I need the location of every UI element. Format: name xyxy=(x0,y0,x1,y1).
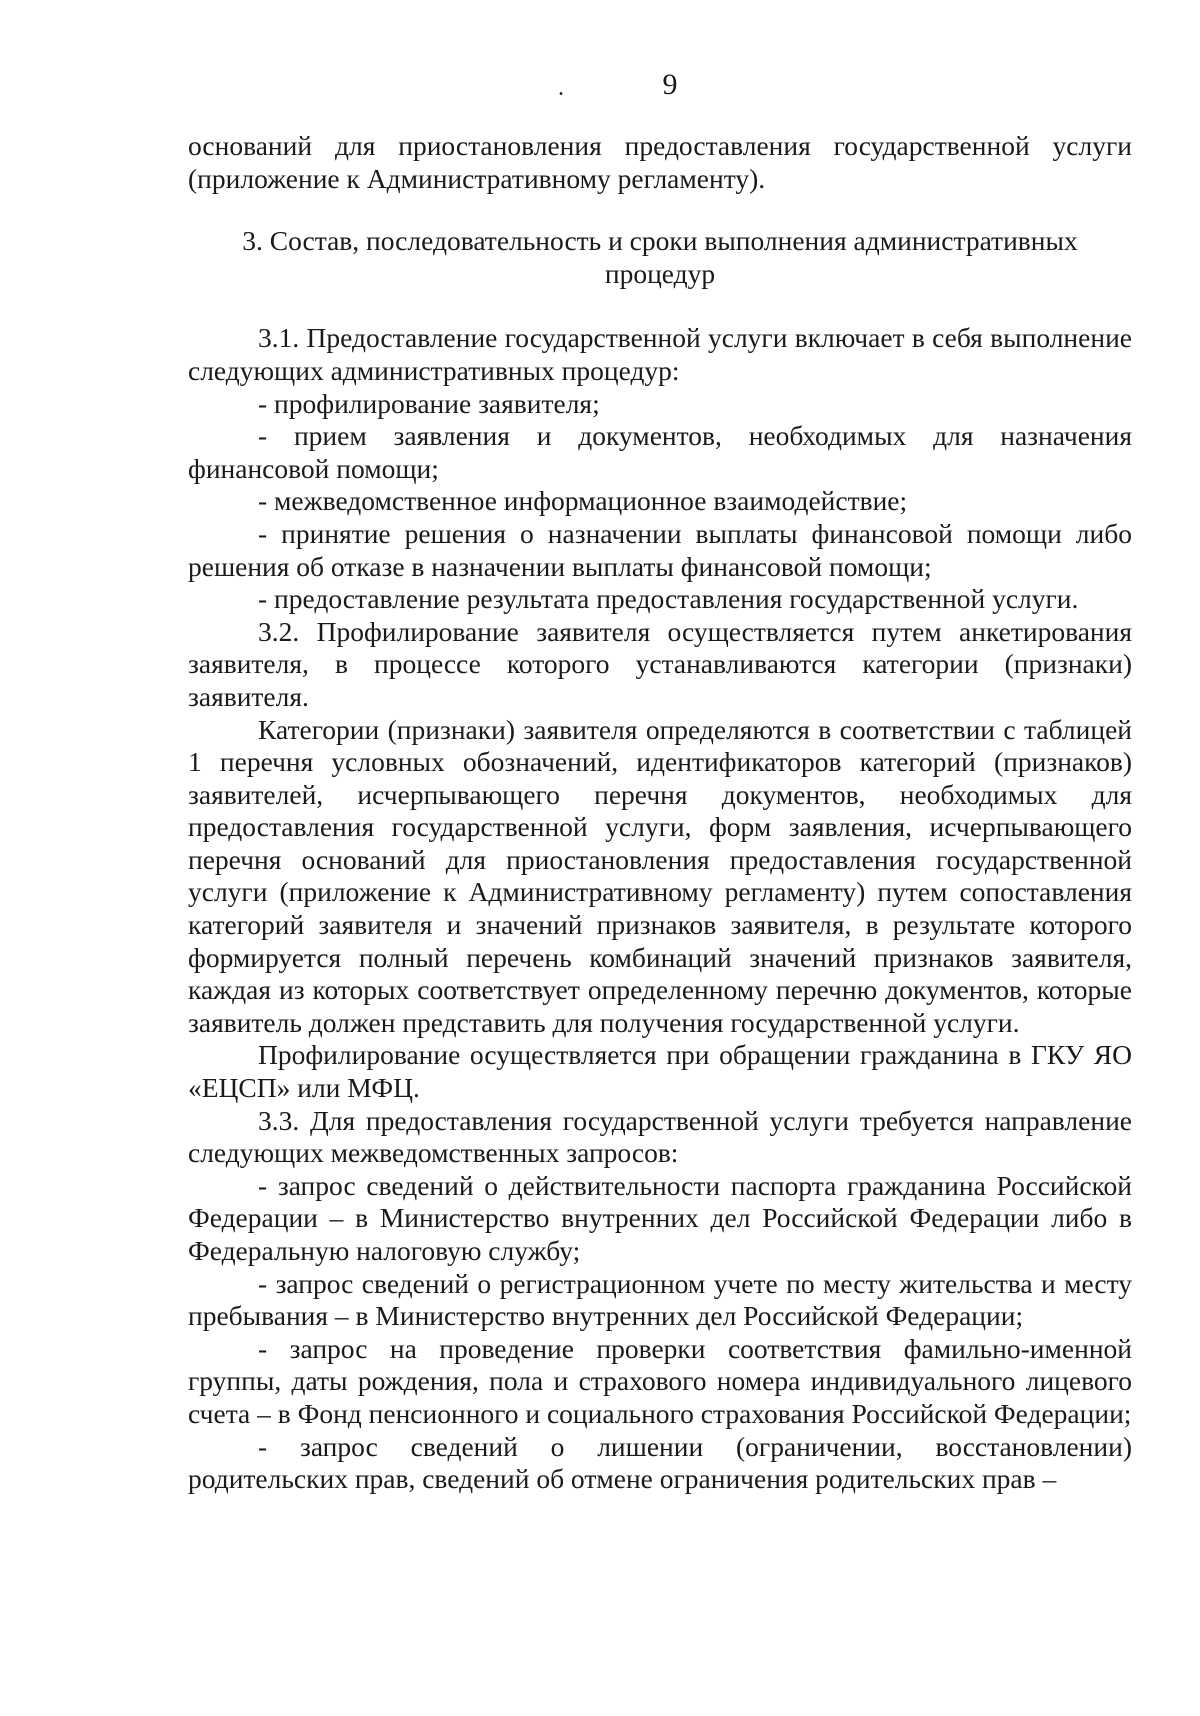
list-item-snils-request: - запрос на проведение проверки соответствия фамильно-именной группы, даты рождения, пола и страхового номера индивидуального лицевого счета – в Фонд пенсионного и социального страхования Российской Федерации; xyxy=(188,1332,1132,1429)
list-item-parental-rights-request: - запрос сведений о лишении (ограничении, восстановлении) родительских прав, сведений об отмене ограничения родительских прав – xyxy=(188,1430,1132,1495)
paragraph-3-2: 3.2. Профилирование заявителя осуществляется путем анкетирования заявителя, в процессе которого устанавливаются категории (признаки) заявителя. xyxy=(188,615,1132,712)
paragraph-3-1: 3.1. Предоставление государственной услуги включает в себя выполнение следующих административных процедур: xyxy=(188,322,1132,386)
list-item-registration-request: - запрос сведений о регистрационном учете по месту жительства и месту пребывания – в Министерство внутренних дел Российской Федерации; xyxy=(188,1267,1132,1332)
paragraph-3-3: 3.3. Для предоставления государственной услуги требуется направление следующих межведомственных запросов: xyxy=(188,1104,1132,1169)
paragraph-profiling-location: Профилирование осуществляется при обращении гражданина в ГКУ ЯО «ЕЦСП» или МФЦ. xyxy=(188,1039,1132,1104)
section-heading: 3. Состав, последовательность и сроки выполнения административных процедур xyxy=(242,225,1078,289)
list-item-interagency: - межведомственное информационное взаимодействие; xyxy=(258,485,908,517)
list-item-result: - предоставление результата предоставления государственной услуги. xyxy=(258,583,1079,615)
page-number: 9 xyxy=(662,68,678,101)
document-body xyxy=(188,130,1132,1496)
paragraph-continuation: оснований для приостановления предоставления государственной услуги (приложение к Административному регламенту). xyxy=(188,130,1132,194)
scan-dot-mark: . xyxy=(558,75,564,101)
list-item-decision: - принятие решения о назначении выплаты финансовой помощи либо решения об отказе в назначении выплаты финансовой помощи; xyxy=(188,517,1132,582)
paragraph-categories: Категории (признаки) заявителя определяются в соответствии с таблицей 1 перечня условных обозначений, идентификаторов категорий (признаков) заявителей, исчерпывающего перечня документов, необходимых для предоставления государственной услуги, форм заявления, исчерпывающего перечня оснований для приостановления предоставления государственной услуги (приложение к Административному регламенту) путем сопоставления категорий заявителя и значений признаков заявителя, в результате которого формируется полный перечень комбинаций значений признаков заявителя, каждая из которых соответствует определенному перечню документов, которые заявитель должен представить для получения государственной услуги. xyxy=(188,713,1132,1038)
list-item-profiling: - профилирование заявителя; xyxy=(258,387,600,419)
list-item-reception: - прием заявления и документов, необходимых для назначения финансовой помощи; xyxy=(188,420,1132,484)
list-item-passport-request: - запрос сведений о действительности паспорта гражданина Российской Федерации – в Министерство внутренних дел Российской Федерации либо в Федеральную налоговую службу; xyxy=(188,1169,1132,1266)
